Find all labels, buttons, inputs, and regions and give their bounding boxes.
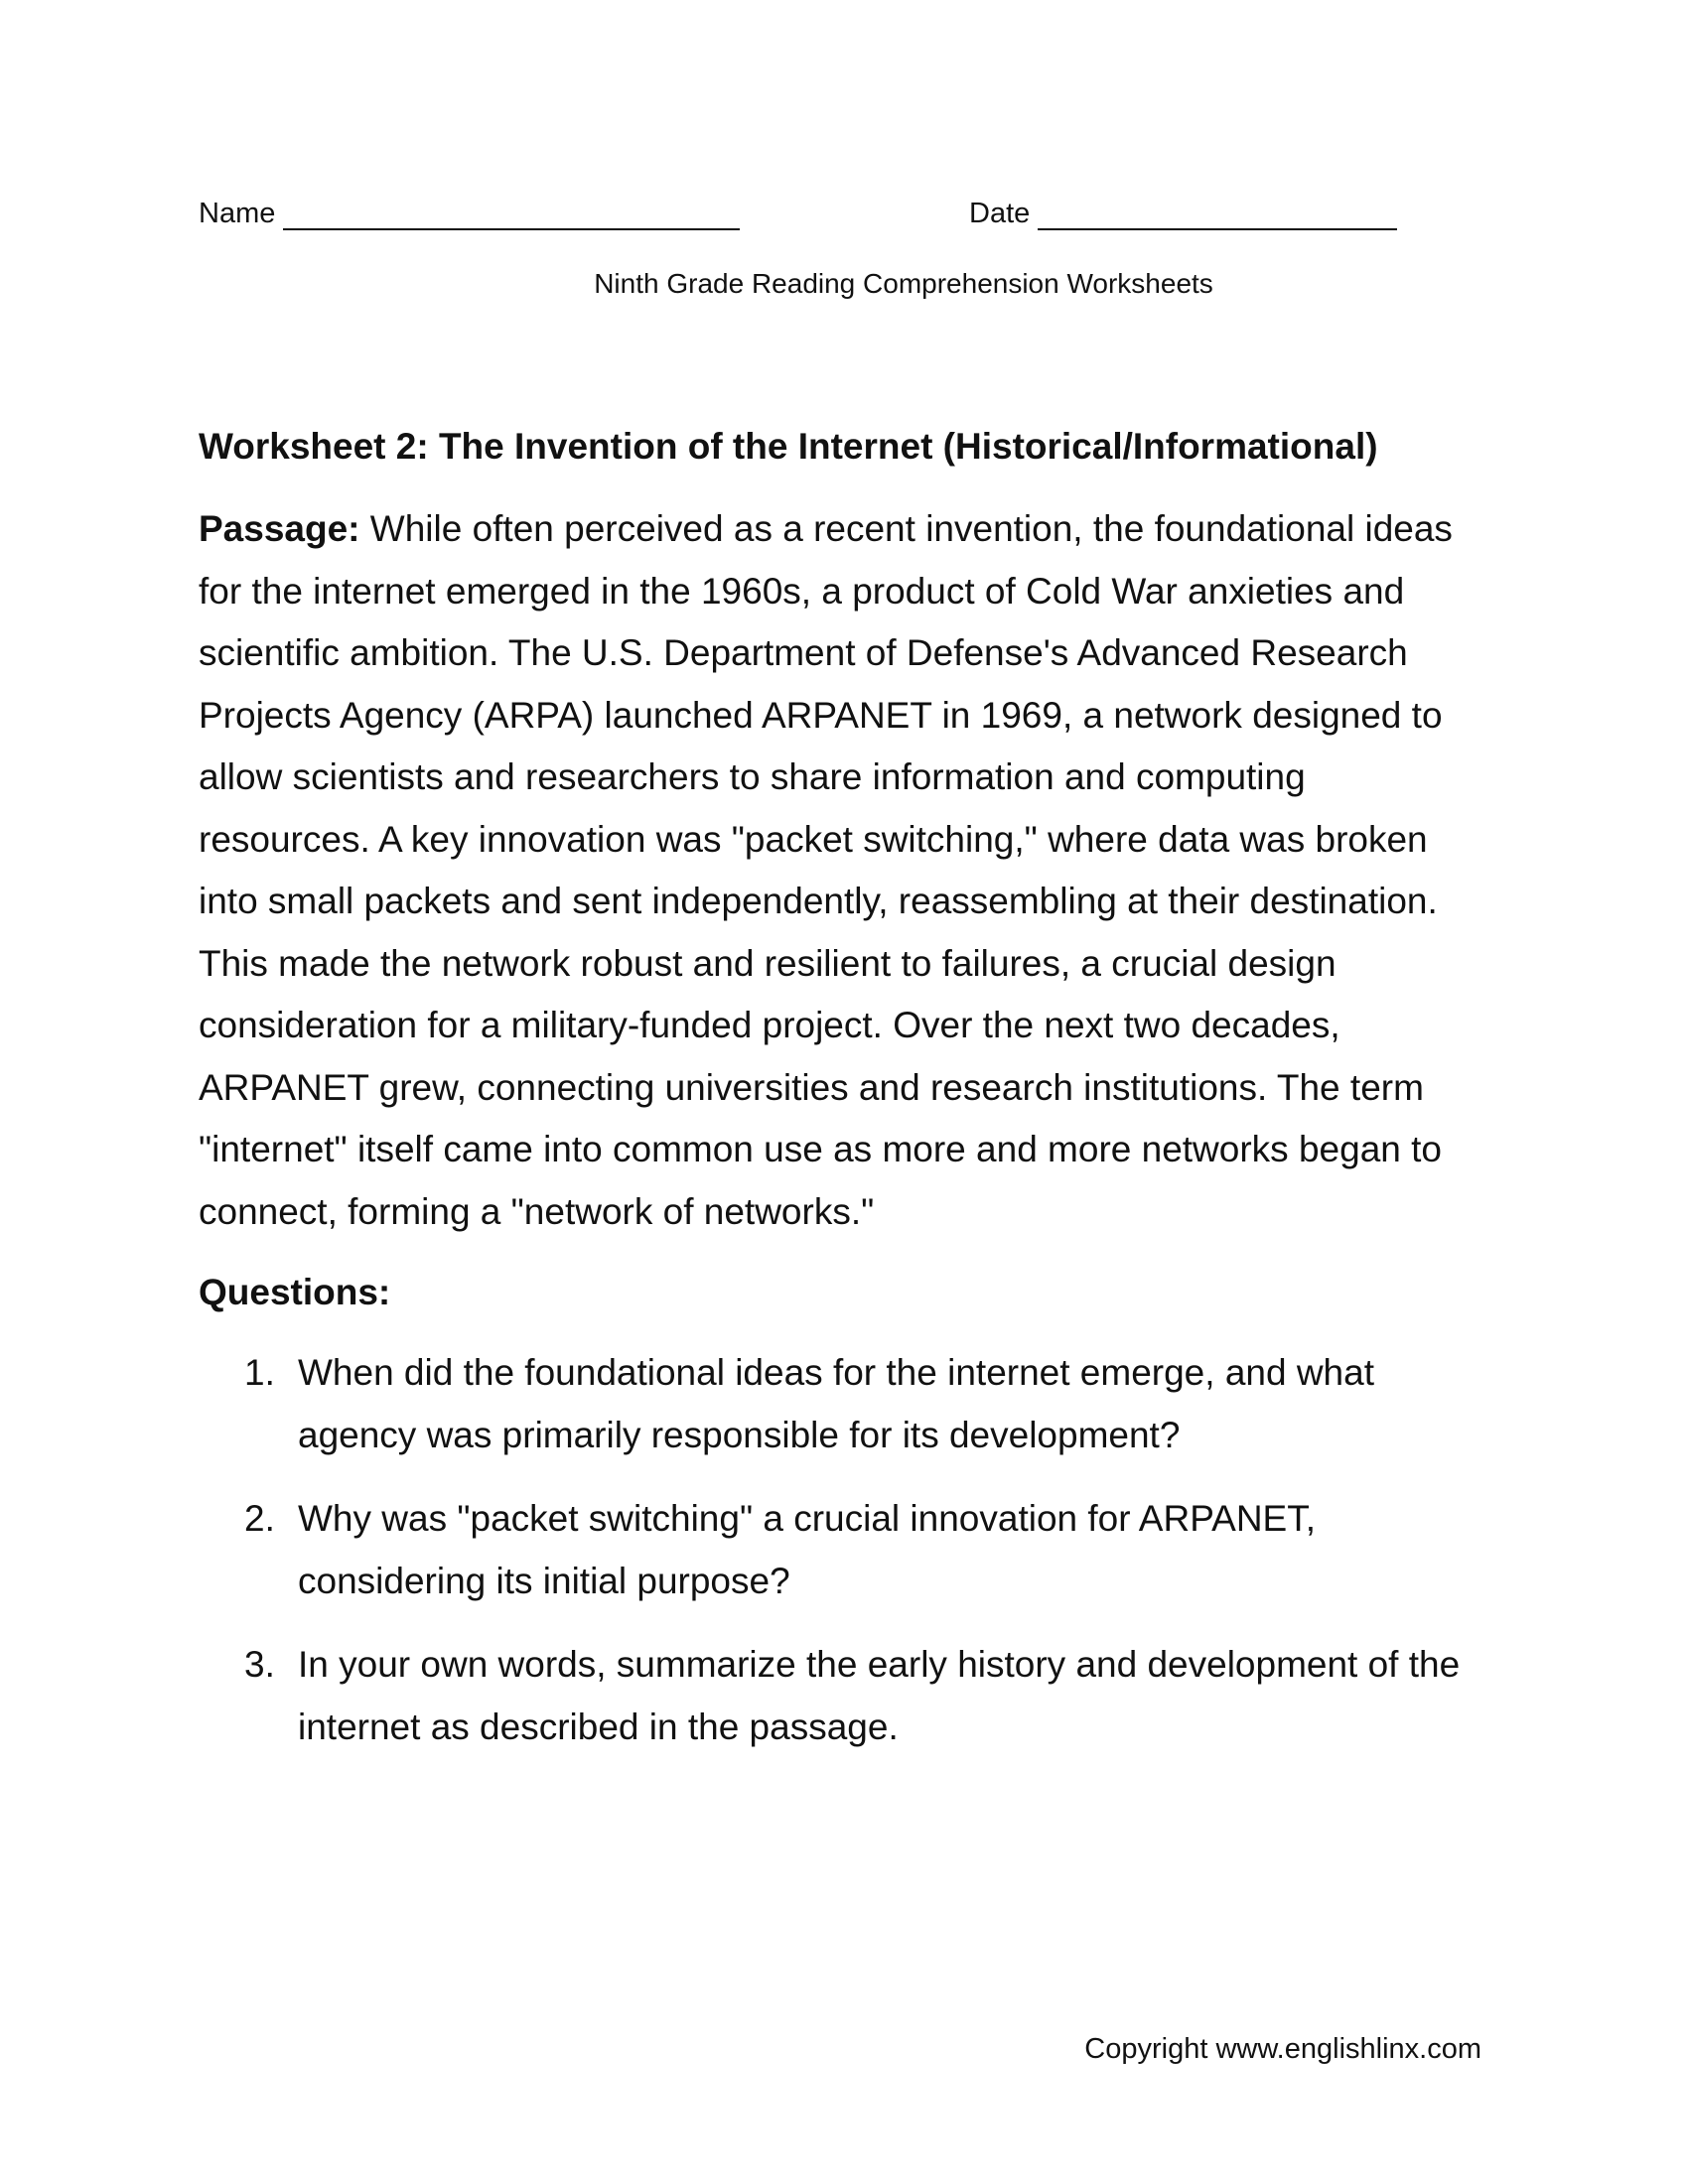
date-label: Date <box>969 198 1031 229</box>
name-label: Name <box>199 198 276 229</box>
question-list <box>199 1342 1489 1758</box>
question-item <box>199 1342 1489 1466</box>
passage <box>199 498 1479 1243</box>
date-field[interactable] <box>969 197 1397 230</box>
question-item <box>199 1634 1489 1758</box>
date-blank-line[interactable] <box>1038 197 1397 230</box>
header-fields <box>199 197 1489 246</box>
question-item <box>199 1488 1489 1612</box>
question-number: 1. <box>244 1352 275 1393</box>
passage-label: Passage: <box>199 508 360 549</box>
passage-text: While often perceived as a recent invention, the foundational ideas for the internet emerged in the 1960s, a product of Cold War anxieties and scientific ambition. The U.S. Department of Defense's Advanced Research Projects Agency (ARPA) launched ARPANET in 1969, a network designed to allow scientists and researchers to share information and computing resources. A key innovation was "packet switching," where data was broken into small packets and sent independently, reassembling at their destination. This made the network robust and resilient to failures, a crucial design consideration for a military-funded project. Over the next two decades, ARPANET grew, connecting universities and research institutions. The term "internet" itself came into common use as more and more networks began to connect, forming a "network of networks." <box>199 508 1453 1232</box>
copyright-notice: Copyright www.englishlinx.com <box>1084 2033 1481 2065</box>
question-number: 3. <box>244 1644 275 1685</box>
question-number: 2. <box>244 1498 275 1539</box>
question-text: Why was "packet switching" a crucial innovation for ARPANET, considering its initial purpose? <box>298 1498 1316 1601</box>
name-blank-line[interactable] <box>283 197 740 230</box>
page-subtitle: Ninth Grade Reading Comprehension Worksheets <box>594 268 1213 299</box>
question-text: When did the foundational ideas for the internet emerge, and what agency was primarily responsible for its development? <box>298 1352 1374 1455</box>
question-text: In your own words, summarize the early history and development of the internet as described in the passage. <box>298 1644 1461 1747</box>
questions-heading: Questions: <box>199 1272 391 1312</box>
name-field[interactable] <box>199 197 740 230</box>
worksheet-title: Worksheet 2: The Invention of the Internet (Historical/Informational) <box>199 426 1378 467</box>
worksheet-content <box>199 421 1489 1780</box>
